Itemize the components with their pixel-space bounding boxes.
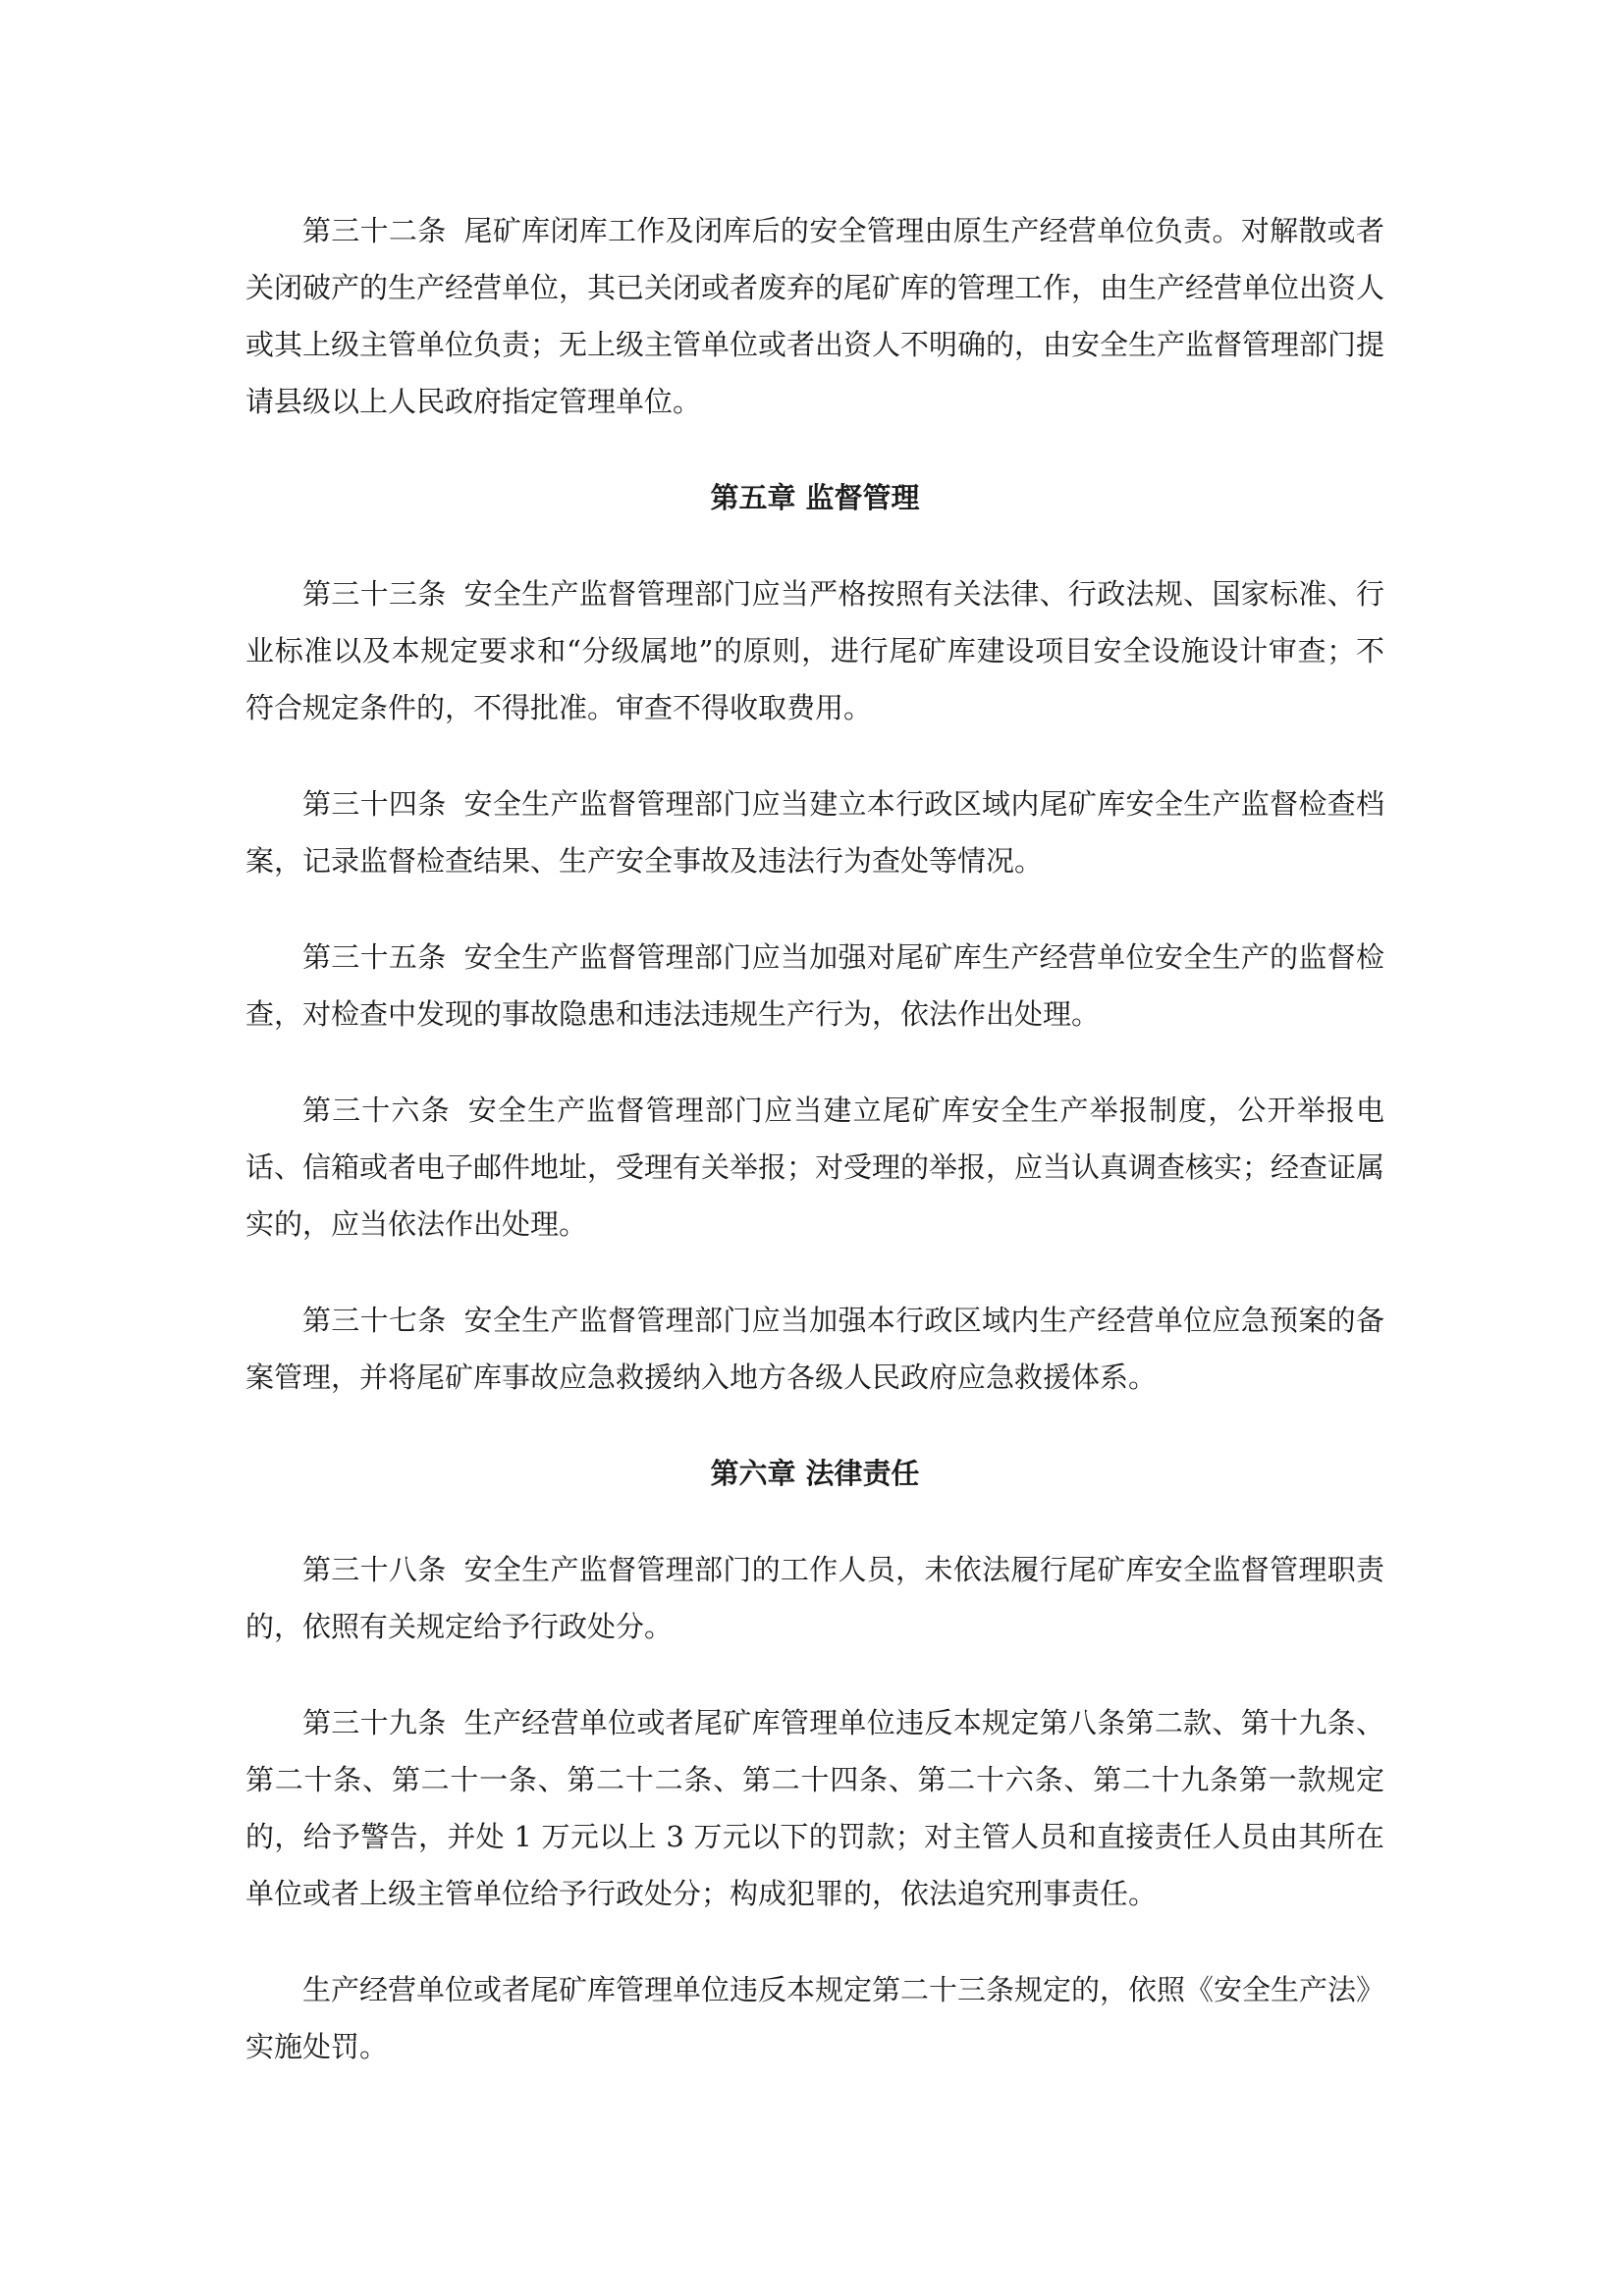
- article-35: [245, 929, 1384, 1042]
- article-32: [245, 202, 1384, 430]
- article-number: 第三十八条: [302, 1553, 447, 1586]
- article-37: [245, 1292, 1384, 1406]
- chapter-6-heading: 第六章 法律责任: [710, 1457, 920, 1490]
- article-text: 安全生产监督管理部门应当建立尾矿库安全生产举报制度，公开举报电话、信箱或者电子邮件地址，受理有关举报；对受理的举报，应当认真调查核实；经查证属实的，应当依法作出处理。: [245, 1094, 1385, 1241]
- document-page: [245, 202, 1384, 2114]
- article-39-paragraph-2: [245, 1961, 1384, 2075]
- article-text: 安全生产监督管理部门应当加强对尾矿库生产经营单位安全生产的监督检查，对检查中发现的事故隐患和违法违规生产行为，依法作出处理。: [245, 940, 1384, 1031]
- article-number: 第三十五条: [302, 940, 447, 974]
- article-text: 安全生产监督管理部门的工作人员，未依法履行尾矿库安全监督管理职责的，依照有关规定给予行政处分。: [245, 1553, 1384, 1643]
- article-38: [245, 1541, 1384, 1655]
- article-36: [245, 1082, 1384, 1253]
- article-number: 第三十四条: [302, 787, 447, 821]
- article-text: 尾矿库闭库工作及闭库后的安全管理由原生产经营单位负责。对解散或者关闭破产的生产经营单位，其已关闭或者废弃的尾矿库的管理工作，由生产经营单位出资人或其上级主管单位负责；无上级主管单位或者出资人不明确的，由安全生产监督管理部门提请县级以上人民政府指定管理单位。: [245, 214, 1385, 418]
- article-number: 第三十三条: [302, 577, 447, 611]
- article-33: [245, 565, 1384, 736]
- article-text: 安全生产监督管理部门应当建立本行政区域内尾矿库安全生产监督检查档案，记录监督检查结果、生产安全事故及违法行为查处等情况。: [245, 787, 1384, 878]
- article-number: 第三十六条: [302, 1094, 451, 1127]
- article-text: 生产经营单位或者尾矿库管理单位违反本规定第二十三条规定的，依照《安全生产法》实施处罚。: [245, 1973, 1385, 2063]
- article-number: 第三十二条: [302, 214, 447, 247]
- article-34: [245, 775, 1384, 889]
- article-39: [245, 1694, 1384, 1922]
- article-text: 安全生产监督管理部门应当严格按照有关法律、行政法规、国家标准、行业标准以及本规定要求和“分级属地”的原则，进行尾矿库建设项目安全设施设计审查；不符合规定条件的，不得批准。审查不得收取费用。: [245, 577, 1384, 724]
- article-number: 第三十七条: [302, 1304, 447, 1337]
- article-number: 第三十九条: [302, 1706, 447, 1739]
- article-text: 生产经营单位或者尾矿库管理单位违反本规定第八条第二款、第十九条、第二十条、第二十一条、第二十二条、第二十四条、第二十六条、第二十九条第一款规定的，给予警告，并处 1 万元以上 3 万元以下的罚款；对主管人员和直接责任人员由其所在单位或者上级主管单位给予行政处分；构成犯罪的，依法追究刑事责任。: [245, 1706, 1384, 1910]
- article-text: 安全生产监督管理部门应当加强本行政区域内生产经营单位应急预案的备案管理，并将尾矿库事故应急救援纳入地方各级人民政府应急救援体系。: [245, 1304, 1384, 1394]
- chapter-5-heading: 第五章 监督管理: [710, 481, 920, 514]
